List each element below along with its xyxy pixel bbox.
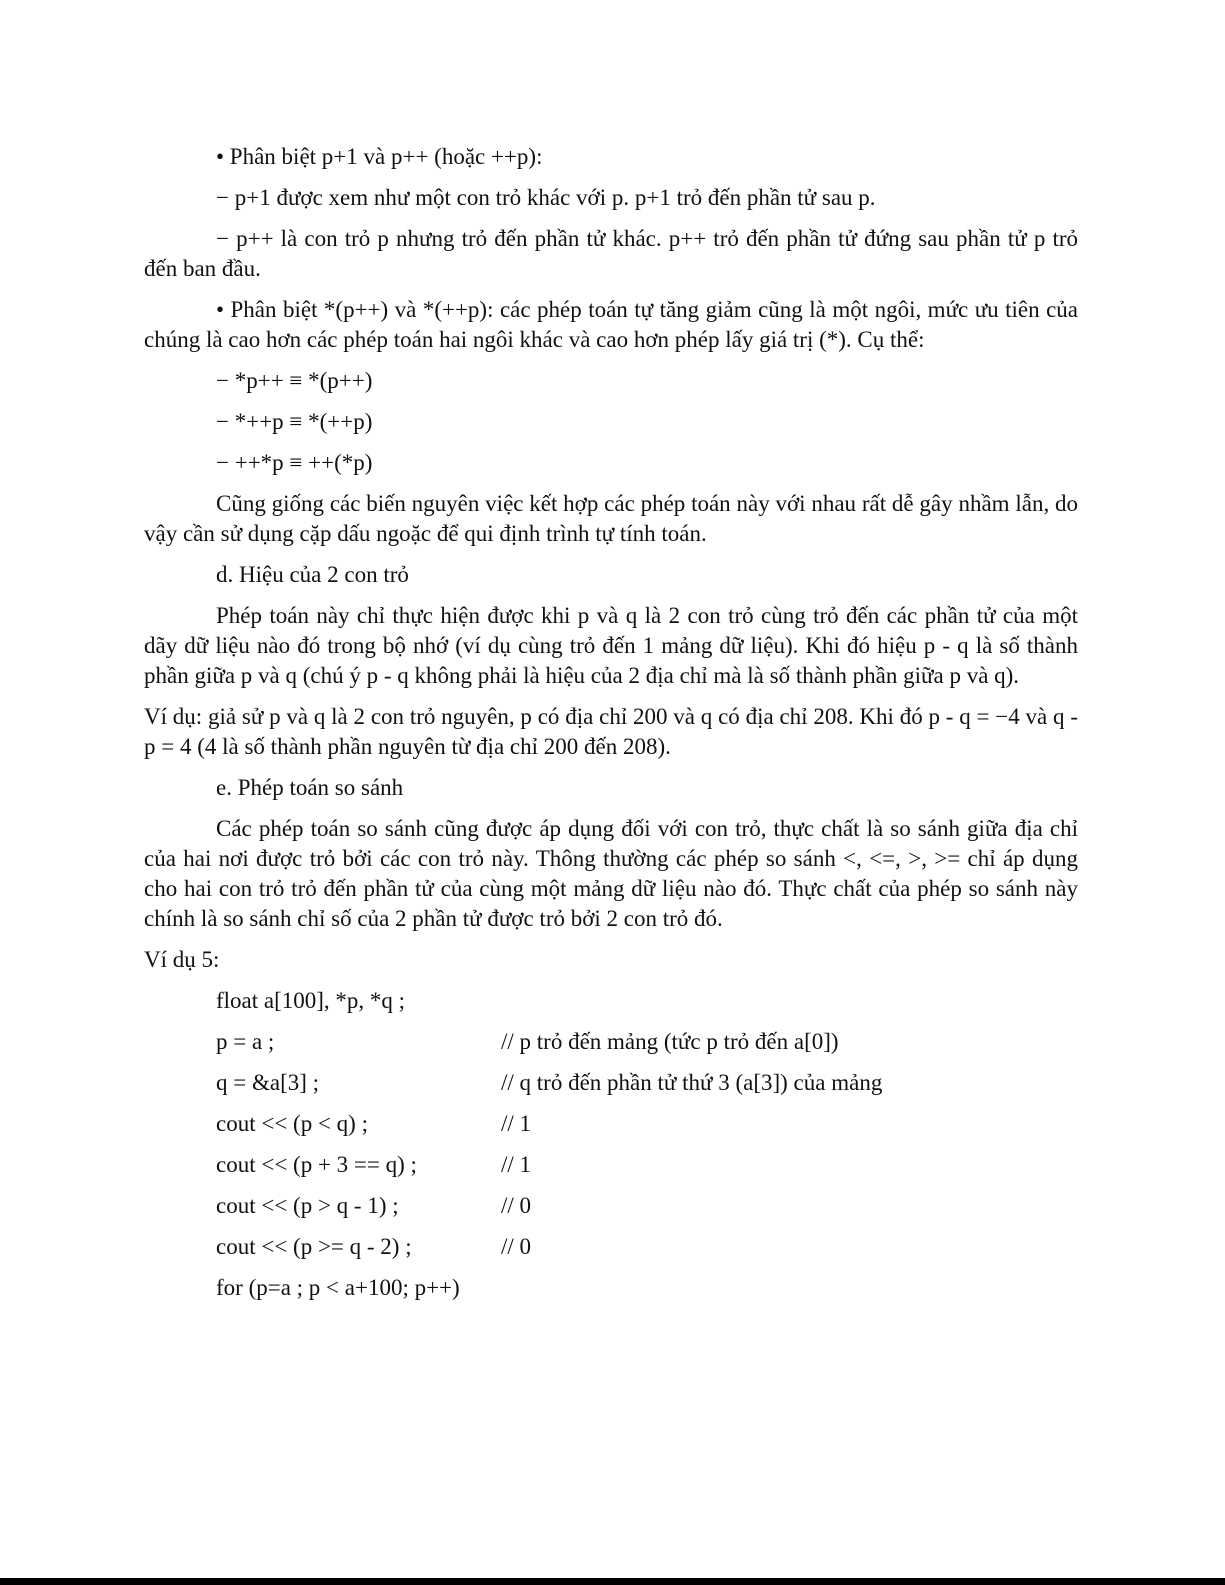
code-statement: q = &a[3] ; — [216, 1070, 320, 1095]
code-comment: // 1 — [501, 1152, 532, 1177]
body-paragraph: Các phép toán so sánh cũng được áp dụng đối với con trỏ, thực chất là so sánh giữa địa chỉ của hai nơi được trỏ bởi các con trỏ này. Thông thường các phép so sánh <, <=, >, >= chỉ áp dụng cho hai con trỏ trỏ đến phần tử của cùng một mảng dữ liệu nào đó. Thực chất của phép so sánh này chính là so sánh chỉ số của 2 phần tử được trỏ bởi 2 con trỏ đó. — [144, 816, 1078, 931]
code-line — [144, 1109, 1078, 1139]
example-paragraph: Ví dụ: giả sử p và q là 2 con trỏ nguyên, p có địa chỉ 200 và q có địa chỉ 208. Khi đó p - q = −4 và q - p = 4 (4 là số thành phần nguyên từ địa chỉ 200 đến 208). — [144, 704, 1078, 759]
code-comment — [501, 1273, 1078, 1303]
body-paragraph: Phép toán này chỉ thực hiện được khi p và q là 2 con trỏ cùng trỏ đến các phần tử của một dãy dữ liệu nào đó trong bộ nhớ (ví dụ cùng trỏ đến 1 mảng dữ liệu). Khi đó hiệu p - q là số thành phần giữa p và q (chú ý p - q không phải là hiệu của 2 địa chỉ mà là số thành phần giữa p và q). — [144, 603, 1078, 688]
page-content — [144, 142, 1078, 1314]
bullet-paragraph: • Phân biệt p+1 và p++ (hoặc ++p): — [216, 144, 543, 169]
code-comment — [501, 986, 1078, 1016]
code-line — [144, 1191, 1078, 1221]
dash-item: − *p++ ≡ *(p++) — [216, 368, 373, 393]
code-statement: cout << (p < q) ; — [216, 1111, 368, 1136]
code-statement: cout << (p > q - 1) ; — [216, 1193, 399, 1218]
code-comment: // p trỏ đến mảng (tức p trỏ đến a[0]) — [501, 1029, 839, 1054]
code-comment: // 0 — [501, 1234, 532, 1259]
code-comment: // q trỏ đến phần tử thứ 3 (a[3]) của mảng — [501, 1070, 883, 1095]
section-heading: e. Phép toán so sánh — [216, 775, 404, 800]
code-statement: cout << (p + 3 == q) ; — [216, 1152, 417, 1177]
code-statement: float a[100], *p, *q ; — [216, 988, 406, 1013]
code-line — [144, 1232, 1078, 1262]
code-line — [144, 1273, 1078, 1303]
dash-item: − *++p ≡ *(++p) — [216, 409, 373, 434]
code-statement: for (p=a ; p < a+100; p++) — [216, 1275, 460, 1300]
code-statement: cout << (p >= q - 2) ; — [216, 1234, 412, 1259]
page-bottom-border — [0, 1578, 1225, 1585]
code-line — [144, 986, 1078, 1016]
example-label: Ví dụ 5: — [144, 947, 220, 972]
code-comment: // 0 — [501, 1193, 532, 1218]
section-heading: d. Hiệu của 2 con trỏ — [216, 562, 409, 587]
dash-item: − ++*p ≡ ++(*p) — [216, 450, 373, 475]
code-line — [144, 1068, 1078, 1098]
code-statement: p = a ; — [216, 1029, 275, 1054]
bullet-paragraph: • Phân biệt *(p++) và *(++p): các phép toán tự tăng giảm cũng là một ngôi, mức ưu tiên của chúng là cao hơn các phép toán hai ngôi khác và cao hơn phép lấy giá trị (*). Cụ thể: — [144, 297, 1078, 352]
code-line — [144, 1150, 1078, 1180]
code-comment: // 1 — [501, 1111, 532, 1136]
code-line — [144, 1027, 1078, 1057]
dash-item: − p+1 được xem như một con trỏ khác với p. p+1 trỏ đến phần tử sau p. — [216, 185, 876, 210]
code-block — [144, 986, 1078, 1303]
dash-paragraph: − p++ là con trỏ p nhưng trỏ đến phần tử khác. p++ trỏ đến phần tử đứng sau phần tử p trỏ đến ban đầu. — [144, 226, 1078, 281]
body-paragraph: Cũng giống các biến nguyên việc kết hợp các phép toán này với nhau rất dễ gây nhầm lẫn, do vậy cần sử dụng cặp dấu ngoặc để qui định trình tự tính toán. — [144, 491, 1078, 546]
